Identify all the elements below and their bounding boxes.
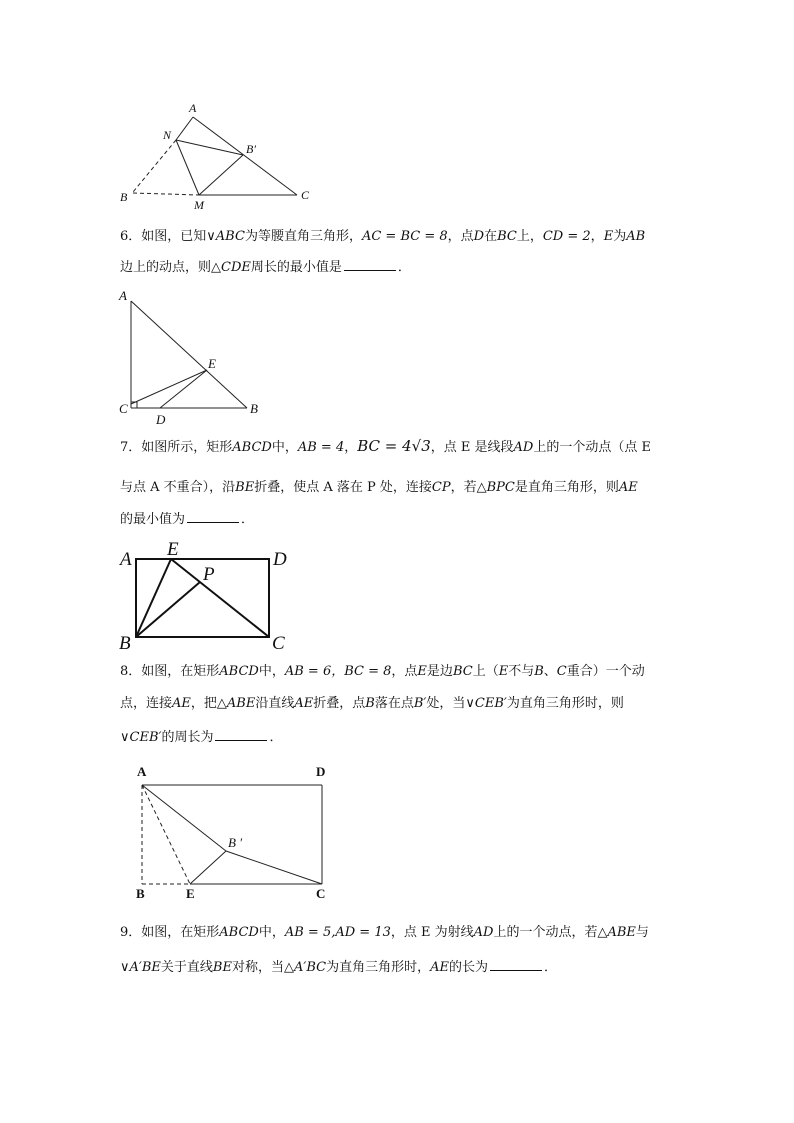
q8-math: B: [365, 696, 375, 711]
q6-text: ，点: [447, 229, 474, 244]
q6-math: ∨ABC: [206, 229, 245, 244]
q8-math: AB = 6，BC = 8: [284, 664, 392, 679]
fig6-label-c: C: [119, 401, 128, 416]
fig7-label-b: B: [119, 633, 131, 654]
q6-text: 为: [613, 229, 627, 244]
q9-math: BE: [212, 960, 232, 975]
fig8-label-c: C: [316, 886, 326, 901]
fig5-label-c: C: [301, 188, 310, 202]
fig8-label-d: D: [316, 764, 326, 779]
q9-text: 上的一个动点，若: [493, 925, 598, 940]
q9-math: AB = 5,AD = 13: [284, 925, 391, 940]
q9-math: ∨A′BE: [120, 960, 161, 975]
q9-text: 9．如图，在矩形: [120, 925, 220, 940]
q7-text: 7．如图所示，矩形: [120, 440, 233, 455]
fig5-label-a: A: [189, 101, 197, 115]
q7-text: ，点 E 是线段: [430, 440, 514, 455]
q9-math: AE: [430, 960, 449, 975]
q8-text: 的周长为: [161, 730, 214, 745]
fig6-label-e: E: [208, 356, 216, 371]
q8-math: ∨CEB′: [120, 730, 162, 745]
fig5-label-m: M: [194, 198, 204, 212]
fig8-label-b-prime: B ′: [228, 835, 243, 850]
fig6-label-a: A: [119, 288, 127, 303]
q9-text: 关于直线: [160, 960, 213, 975]
q6-math: D: [473, 229, 485, 244]
q7-text: 折叠，使点 A 落在 P 处，连接: [254, 480, 432, 495]
q7-text: 的最小值为: [120, 512, 186, 527]
q9-text: ，点 E 为射线: [390, 925, 474, 940]
q8-math: E: [417, 664, 427, 679]
q6-text: 为等腰直角三角形，: [244, 229, 362, 244]
q7-text: ，: [344, 440, 358, 455]
q8-math: B: [534, 664, 544, 679]
q6-math: E: [603, 229, 614, 244]
q7-math: BC = 4√3: [357, 437, 431, 455]
q7-text: 中，: [271, 440, 298, 455]
q8-text: 落在点: [374, 696, 414, 711]
q8-text: ．: [269, 730, 283, 745]
q8-math: AE: [172, 696, 191, 711]
q6-math: CD = 2: [542, 229, 591, 244]
q8-text: 折叠，点: [313, 696, 366, 711]
q8-math: C: [556, 664, 567, 679]
fig8-label-e: E: [186, 886, 195, 901]
q7-math: BE: [235, 480, 255, 495]
q8-text: 为直角三角形时，则: [506, 696, 624, 711]
q7-math: ABCD: [232, 440, 272, 455]
q6-math: AB: [626, 229, 646, 244]
q7-text: 与点 A 不重合），沿: [120, 480, 236, 495]
q8-math: ABCD: [219, 664, 259, 679]
q9-text: ．: [544, 960, 558, 975]
q7-text: 是直角三角形，则: [514, 480, 619, 495]
q8-math: B′: [413, 696, 427, 711]
fig5-label-n: N: [163, 128, 172, 142]
q9-text: 为直角三角形时，: [326, 960, 431, 975]
q9-text: 与: [635, 925, 649, 940]
q9-line1: [120, 925, 649, 941]
q6-text: ．: [397, 260, 411, 275]
q6-text: 6．如图，已知: [120, 229, 207, 244]
fig5-label-b-prime: B′: [246, 142, 256, 156]
q8-math: E: [498, 664, 509, 679]
q6-text: 上，: [516, 229, 543, 244]
fig7-label-p: P: [203, 564, 215, 585]
q9-math: ABCD: [219, 925, 259, 940]
q8-text: 点，连接: [120, 696, 173, 711]
q8-text: 重合）一个动: [566, 664, 645, 679]
q6-text: 周长的最小值是: [250, 260, 342, 275]
q9-math: △A′BC: [283, 960, 327, 975]
fig7-label-d: D: [273, 549, 287, 570]
q8-text: 8．如图，在矩形: [120, 664, 220, 679]
q7-math: AD: [513, 440, 534, 455]
q8-text: 不与: [508, 664, 535, 679]
q7-text: 上的一个动点（点 E: [533, 440, 651, 455]
q8-text: 沿直线: [255, 696, 295, 711]
q6-math: AC = BC = 8: [361, 229, 448, 244]
answer-blank[interactable]: [490, 958, 542, 971]
q9-math: △ABE: [597, 925, 636, 940]
fig8-label-b: B: [136, 886, 145, 901]
q8-math: AE: [294, 696, 314, 711]
q6-math: △CDE: [211, 260, 251, 275]
q7-math: CP: [431, 480, 451, 495]
q6-text: 边上的动点，则: [120, 260, 212, 275]
q8-math: △ABE: [216, 696, 256, 711]
q8-text: 处，当: [426, 696, 466, 711]
q9-line2: [120, 958, 557, 976]
q8-text: ，点: [391, 664, 418, 679]
q9-math: AD: [473, 925, 494, 940]
q6-math: BC: [497, 229, 517, 244]
q7-text: ，若: [450, 480, 477, 495]
q8-text: 是边: [426, 664, 453, 679]
q9-text: 中，: [258, 925, 285, 940]
q8-text: ，把: [190, 696, 217, 711]
q7-math: AE: [618, 480, 638, 495]
q9-text: 的长为: [448, 960, 488, 975]
fig5-label-b: B: [120, 190, 128, 204]
q8-math: BC: [452, 664, 473, 679]
q6-text: ，: [590, 229, 604, 244]
q8-math: ∨CEB′: [465, 696, 507, 711]
fig6-label-b: B: [250, 401, 258, 416]
fig8-label-a: A: [137, 764, 147, 779]
fig6-label-d: D: [156, 412, 166, 427]
q7-math: AB = 4: [297, 440, 345, 455]
q8-text: 中，: [258, 664, 285, 679]
fig7-label-a: A: [120, 549, 132, 570]
q8-text: 上（: [472, 664, 499, 679]
fig7-label-c: C: [272, 633, 285, 654]
q8-text: 、: [543, 664, 557, 679]
q6-text: 在: [484, 229, 498, 244]
fig7-label-e: E: [167, 539, 179, 560]
q7-math: △BPC: [476, 480, 515, 495]
q9-text: 对称，当: [231, 960, 284, 975]
q7-text: ．: [241, 512, 255, 527]
